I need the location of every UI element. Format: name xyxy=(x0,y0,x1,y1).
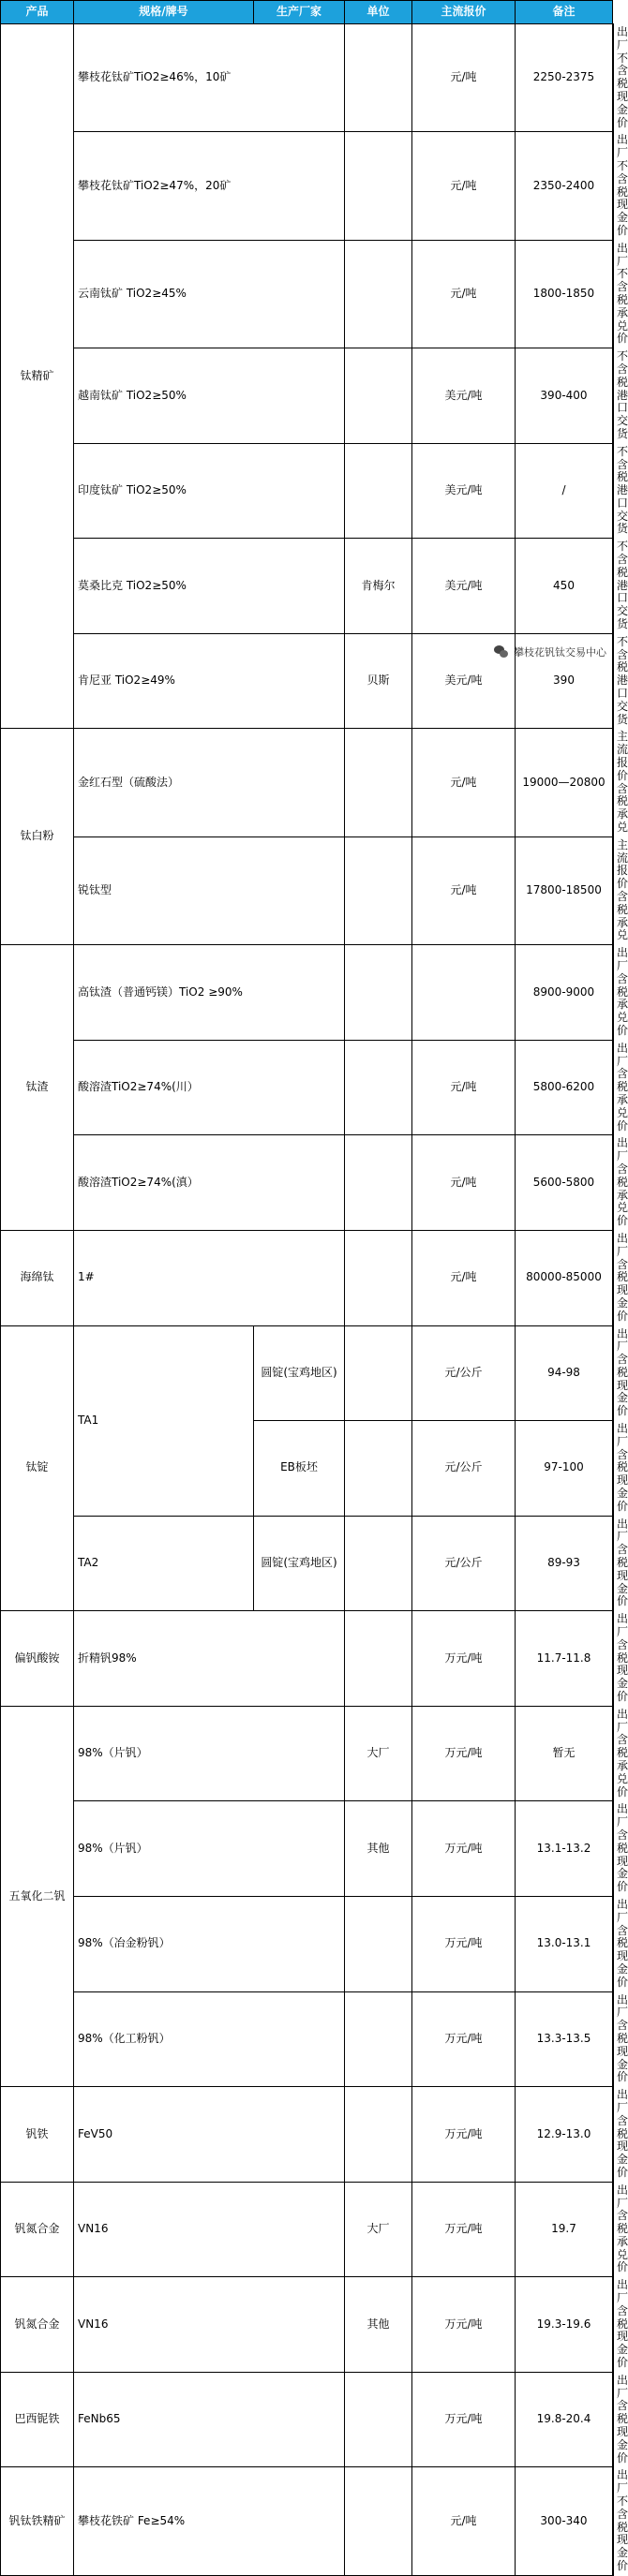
cell-price: 94-98 xyxy=(516,1325,613,1421)
cell-factory xyxy=(345,836,412,944)
table-row xyxy=(1,539,614,634)
cell-unit: 元/公斤 xyxy=(412,1516,516,1611)
cell-unit: 万元/吨 xyxy=(412,1991,516,2087)
cell-unit: 万元/吨 xyxy=(412,2087,516,2183)
header-factory: 生产厂家 xyxy=(254,1,345,24)
cell-spec: 酸溶渣TiO2≥74%(滇） xyxy=(74,1135,345,1231)
cell-price: 97-100 xyxy=(516,1421,613,1517)
table-row xyxy=(1,132,614,240)
table-row xyxy=(1,1230,614,1325)
cell-factory xyxy=(345,729,412,836)
table-row xyxy=(1,1706,614,1801)
cell-factory: 大厂 xyxy=(345,1706,412,1801)
table-row xyxy=(1,1991,614,2087)
cell-factory: 肯梅尔 xyxy=(345,539,412,634)
cell-subspec: EB板坯 xyxy=(254,1421,345,1517)
cell-note: 出厂含税承兑价 xyxy=(613,1040,614,1135)
header-row xyxy=(1,1,614,24)
cell-note: 出厂含税现金价 xyxy=(613,1230,614,1325)
cell-unit: 元/吨 xyxy=(412,240,516,348)
cell-note: 出厂不含税现金价 xyxy=(613,2467,614,2575)
cell-spec: 98%（片钒） xyxy=(74,1801,345,1897)
cell-product: 钛锭 xyxy=(1,1325,74,1611)
table-header xyxy=(1,1,614,24)
cell-price: 8900-9000 xyxy=(516,945,613,1041)
cell-price: 13.0-13.1 xyxy=(516,1896,613,1991)
cell-price: 390 xyxy=(516,633,613,729)
cell-price: 80000-85000 xyxy=(516,1230,613,1325)
cell-note: 出厂 不含税承兑价 xyxy=(613,240,614,348)
table-row xyxy=(1,729,614,836)
cell-spec: FeV50 xyxy=(74,2087,345,2183)
table-row xyxy=(1,1135,614,1231)
cell-factory: 其他 xyxy=(345,2277,412,2373)
cell-factory: 大厂 xyxy=(345,2182,412,2277)
cell-spec: 1# xyxy=(74,1230,345,1325)
cell-factory xyxy=(345,1230,412,1325)
cell-note: 不含税港口交货 xyxy=(613,633,614,729)
cell-factory xyxy=(345,1991,412,2087)
cell-unit: 万元/吨 xyxy=(412,1611,516,1707)
cell-price: 89-93 xyxy=(516,1516,613,1611)
cell-factory xyxy=(345,1421,412,1517)
cell-factory xyxy=(345,2372,412,2467)
cell-product: 钒氮合金 xyxy=(1,2277,74,2373)
cell-factory xyxy=(345,1516,412,1611)
cell-price: 300-340 xyxy=(516,2467,613,2575)
cell-unit: 元/吨 xyxy=(412,729,516,836)
cell-spec: TA2 xyxy=(74,1516,254,1611)
cell-unit: 美元/吨 xyxy=(412,443,516,539)
cell-factory xyxy=(345,945,412,1041)
table-row xyxy=(1,2277,614,2373)
cell-unit: 万元/吨 xyxy=(412,1706,516,1801)
cell-factory xyxy=(345,24,412,132)
table-row xyxy=(1,2467,614,2575)
cell-factory xyxy=(345,443,412,539)
cell-note: 出厂 不含税现金价 xyxy=(613,24,614,132)
cell-spec: 越南钛矿 TiO2≥50% xyxy=(74,348,345,444)
cell-spec: 攀枝花钛矿TiO2≥47%，20矿 xyxy=(74,132,345,240)
cell-factory xyxy=(345,1040,412,1135)
cell-subspec: 圆锭(宝鸡地区) xyxy=(254,1325,345,1421)
cell-product: 偏钒酸铵 xyxy=(1,1611,74,1707)
cell-price: 5600-5800 xyxy=(516,1135,613,1231)
cell-unit: 元/吨 xyxy=(412,24,516,132)
cell-price: 17800-18500 xyxy=(516,836,613,944)
table-row xyxy=(1,1040,614,1135)
table-row xyxy=(1,1896,614,1991)
header-spec: 规格/牌号 xyxy=(74,1,254,24)
cell-spec: 莫桑比克 TiO2≥50% xyxy=(74,539,345,634)
table-row xyxy=(1,2372,614,2467)
cell-factory xyxy=(345,132,412,240)
cell-price: 暂无 xyxy=(516,1706,613,1801)
cell-spec: 印度钛矿 TiO2≥50% xyxy=(74,443,345,539)
cell-note: 出厂含税现金价 xyxy=(613,1991,614,2087)
wechat-icon xyxy=(494,645,509,659)
cell-product: 钒氮合金 xyxy=(1,2182,74,2277)
cell-unit: 元/公斤 xyxy=(412,1421,516,1517)
cell-spec: 锐钛型 xyxy=(74,836,345,944)
cell-unit: 美元/吨 xyxy=(412,539,516,634)
cell-product: 钛精矿 xyxy=(1,24,74,729)
table-row xyxy=(1,1325,614,1421)
cell-spec: 金红石型（硫酸法） xyxy=(74,729,345,836)
cell-spec: VN16 xyxy=(74,2182,345,2277)
table-row xyxy=(1,443,614,539)
cell-unit: 万元/吨 xyxy=(412,2182,516,2277)
table-row xyxy=(1,24,614,132)
cell-price: 2250-2375 xyxy=(516,24,613,132)
cell-price: 11.7-11.8 xyxy=(516,1611,613,1707)
cell-note: 主流报价含税承兑 xyxy=(613,729,614,836)
cell-price: 13.1-13.2 xyxy=(516,1801,613,1897)
cell-price: 12.9-13.0 xyxy=(516,2087,613,2183)
table-row xyxy=(1,1801,614,1897)
cell-spec: VN16 xyxy=(74,2277,345,2373)
cell-unit: 美元/吨 xyxy=(412,633,516,729)
cell-factory: 其他 xyxy=(345,1801,412,1897)
cell-product: 钒钛铁精矿 xyxy=(1,2467,74,2575)
cell-unit: 美元/吨 xyxy=(412,348,516,444)
cell-note: 不含税港口交货 xyxy=(613,348,614,444)
cell-unit: 万元/吨 xyxy=(412,2372,516,2467)
table-row xyxy=(1,240,614,348)
table-row xyxy=(1,2182,614,2277)
cell-spec: TA1 xyxy=(74,1325,254,1516)
cell-factory xyxy=(345,1325,412,1421)
cell-product: 钛白粉 xyxy=(1,729,74,945)
brand-label: 攀枝花钒钛交易中心 xyxy=(514,646,606,659)
cell-price: 19.3-19.6 xyxy=(516,2277,613,2373)
cell-unit: 元/吨 xyxy=(412,1040,516,1135)
cell-note: 出厂 不含税现金价 xyxy=(613,132,614,240)
header-product: 产品 xyxy=(1,1,74,24)
cell-spec: 肯尼亚 TiO2≥49% xyxy=(74,633,345,729)
header-unit: 单位 xyxy=(345,1,412,24)
cell-note: 出厂含税现金价 xyxy=(613,1325,614,1421)
cell-note: 出厂含税承兑价 xyxy=(613,1135,614,1231)
cell-spec: 98%（冶金粉钒） xyxy=(74,1896,345,1991)
cell-unit: 元/吨 xyxy=(412,132,516,240)
cell-note: 出厂含税现金价 xyxy=(613,2277,614,2373)
cell-note: 出厂含税现金价 xyxy=(613,2372,614,2467)
cell-price: 13.3-13.5 xyxy=(516,1991,613,2087)
cell-price: 1800-1850 xyxy=(516,240,613,348)
cell-subspec: 圆锭(宝鸡地区) xyxy=(254,1516,345,1611)
cell-unit: 元/吨 xyxy=(412,2467,516,2575)
cell-price: 19000—20800 xyxy=(516,729,613,836)
cell-factory: 贝斯 xyxy=(345,633,412,729)
cell-factory xyxy=(345,1896,412,1991)
cell-factory xyxy=(345,240,412,348)
table-row xyxy=(1,2087,614,2183)
footer xyxy=(0,626,614,667)
cell-product: 钛渣 xyxy=(1,945,74,1231)
cell-price: 19.8-20.4 xyxy=(516,2372,613,2467)
cell-note: 不含税港口交货 xyxy=(613,539,614,634)
header-price: 主流报价 xyxy=(412,1,516,24)
cell-note: 主流报价含税承兑 xyxy=(613,836,614,944)
cell-factory xyxy=(345,348,412,444)
cell-product: 巴西铌铁 xyxy=(1,2372,74,2467)
cell-price: / xyxy=(516,443,613,539)
cell-spec: 攀枝花铁矿 Fe≥54% xyxy=(74,2467,345,2575)
cell-unit: 万元/吨 xyxy=(412,1801,516,1897)
cell-note: 出厂含税现金价 xyxy=(613,2087,614,2183)
table-row xyxy=(1,836,614,944)
cell-unit: 元/吨 xyxy=(412,836,516,944)
cell-spec: 98%（化工粉钒） xyxy=(74,1991,345,2087)
cell-price: 19.7 xyxy=(516,2182,613,2277)
cell-note: 出厂含税承兑价 xyxy=(613,1706,614,1801)
cell-price: 390-400 xyxy=(516,348,613,444)
cell-spec: 酸溶渣TiO2≥74%(川） xyxy=(74,1040,345,1135)
cell-factory xyxy=(345,2467,412,2575)
brand-watermark xyxy=(494,644,606,659)
cell-note: 不含税港口交货 xyxy=(613,443,614,539)
cell-unit: 元/吨 xyxy=(412,1135,516,1231)
cell-spec: 攀枝花钛矿TiO2≥46%，10矿 xyxy=(74,24,345,132)
cell-unit: 万元/吨 xyxy=(412,1896,516,1991)
cell-note: 出厂含税承兑价 xyxy=(613,945,614,1041)
cell-factory xyxy=(345,1611,412,1707)
cell-unit xyxy=(412,945,516,1041)
cell-spec: FeNb65 xyxy=(74,2372,345,2467)
cell-note: 出厂含税现金价 xyxy=(613,1611,614,1707)
cell-note: 出厂含税现金价 xyxy=(613,1516,614,1611)
cell-unit: 元/公斤 xyxy=(412,1325,516,1421)
cell-note: 出厂含税现金价 xyxy=(613,1896,614,1991)
cell-spec: 云南钛矿 TiO2≥45% xyxy=(74,240,345,348)
table-body xyxy=(1,24,628,2576)
cell-price: 5800-6200 xyxy=(516,1040,613,1135)
header-note: 备注 xyxy=(516,1,613,24)
cell-unit: 元/吨 xyxy=(412,1230,516,1325)
table-row xyxy=(1,945,614,1041)
cell-factory xyxy=(345,1135,412,1231)
cell-note: 出厂含税现金价 xyxy=(613,1801,614,1897)
cell-product: 海绵钛 xyxy=(1,1230,74,1325)
cell-spec: 高钛渣（普通钙镁）TiO2 ≥90% xyxy=(74,945,345,1041)
cell-factory xyxy=(345,2087,412,2183)
cell-price: 2350-2400 xyxy=(516,132,613,240)
table-row xyxy=(1,1516,614,1611)
cell-price: 450 xyxy=(516,539,613,634)
cell-note: 出厂含税现金价 xyxy=(613,1421,614,1517)
cell-spec: 98%（片钒） xyxy=(74,1706,345,1801)
cell-unit: 万元/吨 xyxy=(412,2277,516,2373)
cell-note: 出厂含税承兑价 xyxy=(613,2182,614,2277)
table-row xyxy=(1,348,614,444)
cell-product: 五氧化二钒 xyxy=(1,1706,74,2086)
cell-product: 钒铁 xyxy=(1,2087,74,2183)
table-row xyxy=(1,1611,614,1707)
cell-spec: 折精钒98% xyxy=(74,1611,345,1707)
